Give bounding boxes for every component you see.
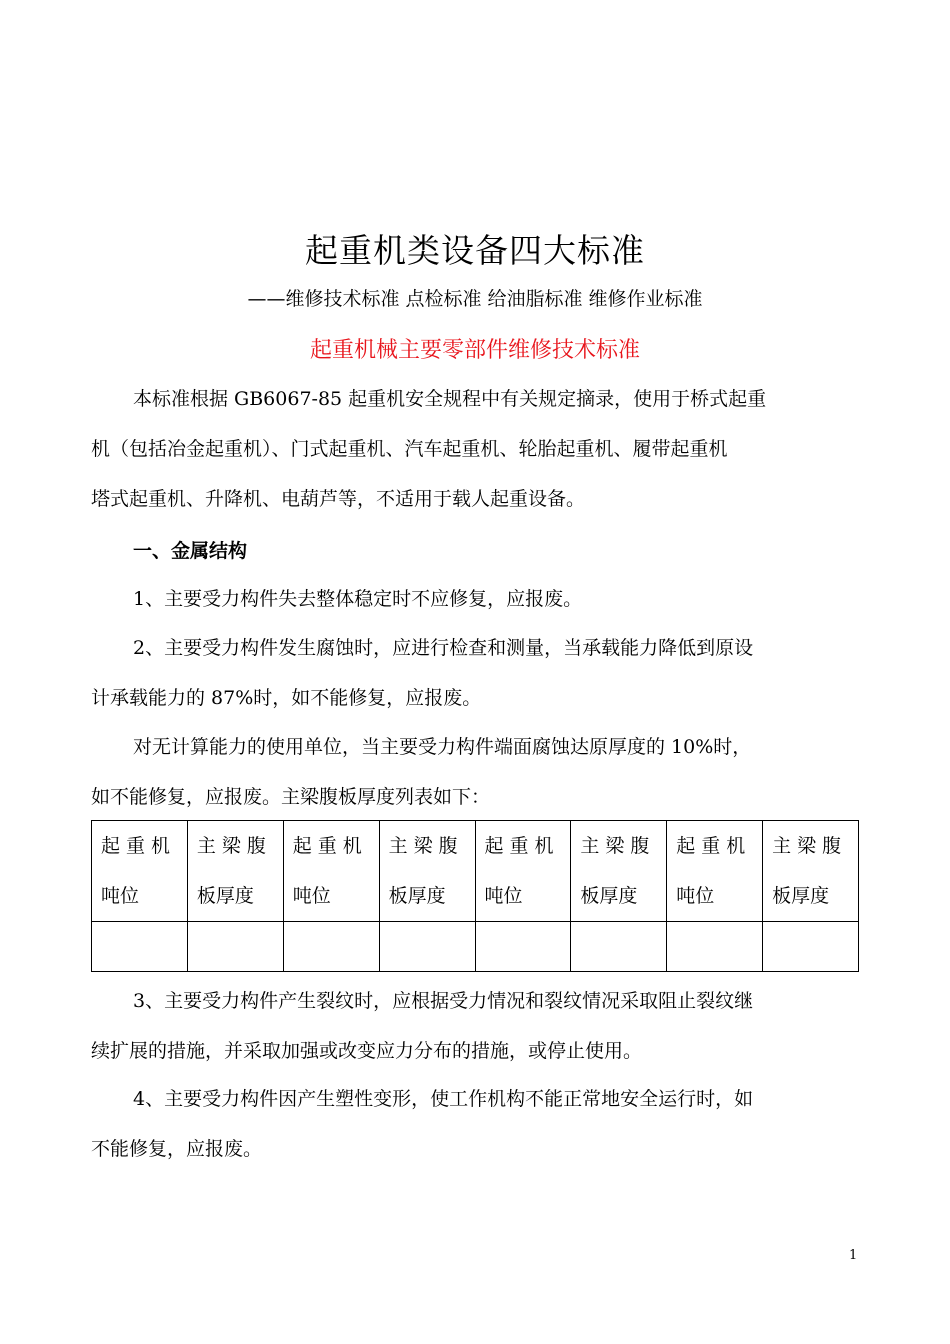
item-2-note-line: 如不能修复，应报废。主梁腹板厚度列表如下：	[91, 786, 491, 808]
table-header-cell: 主梁腹 板厚度	[571, 821, 667, 922]
item-3-line: 3、主要受力构件产生裂纹时，应根据受力情况和裂纹情况采取阻止裂纹继	[133, 990, 754, 1012]
document-title: 起重机类设备四大标准	[305, 231, 645, 270]
item-3-paragraph	[91, 976, 859, 1076]
intro-line: 机（包括冶金起重机）、门式起重机、汽车起重机、轮胎起重机、履带起重机	[91, 438, 728, 460]
table-cell	[763, 922, 859, 972]
intro-paragraph	[91, 374, 859, 524]
table-header-cell: 主梁腹 板厚度	[187, 821, 283, 922]
item-1-paragraph	[91, 574, 859, 624]
intro-line: 塔式起重机、升降机、电葫芦等，不适用于载人起重设备。	[91, 488, 586, 510]
page-number: 1	[849, 1248, 858, 1263]
table-cell	[667, 922, 763, 972]
table-header-cell: 主梁腹 板厚度	[379, 821, 475, 922]
intro-line: 本标准根据 GB6067-85 起重机安全规程中有关规定摘录，使用于桥式起重	[133, 388, 767, 410]
table-header-cell: 起重机 吨位	[92, 821, 188, 922]
item-4-line: 4、主要受力构件因产生塑性变形，使工作机构不能正常地安全运行时，如	[133, 1088, 754, 1110]
item-4-line: 不能修复，应报废。	[91, 1138, 263, 1160]
item-4-paragraph	[91, 1074, 859, 1174]
table-header-row	[92, 821, 859, 922]
item-2-line: 2、主要受力构件发生腐蚀时，应进行检查和测量，当承载能力降低到原设	[133, 637, 754, 659]
document-subtitle: ——维修技术标准 点检标准 给油脂标准 维修作业标准	[247, 288, 703, 310]
table-cell	[187, 922, 283, 972]
item-3-line: 续扩展的措施，并采取加强或改变应力分布的措施，或停止使用。	[91, 1040, 643, 1062]
item-2-note-paragraph	[91, 722, 859, 822]
section-heading-metal-structure: 一、金属结构	[133, 540, 248, 562]
item-2-note-line: 对无计算能力的使用单位，当主要受力构件端面腐蚀达原厚度的 10%时，	[133, 736, 752, 758]
item-2-line: 计承载能力的 87%时，如不能修复，应报废。	[91, 687, 482, 709]
table-cell	[283, 922, 379, 972]
web-thickness-table	[91, 820, 859, 972]
table-header-cell: 起重机 吨位	[667, 821, 763, 922]
table-cell	[92, 922, 188, 972]
item-1-line: 1、主要受力构件失去整体稳定时不应修复，应报废。	[133, 588, 583, 610]
table-header-cell: 起重机 吨位	[475, 821, 571, 922]
table-header-cell: 起重机 吨位	[283, 821, 379, 922]
section-red-heading: 起重机械主要零部件维修技术标准	[309, 338, 640, 363]
item-2-paragraph	[91, 623, 859, 723]
table-cell	[571, 922, 667, 972]
table-cell	[379, 922, 475, 972]
table-header-cell: 主梁腹 板厚度	[763, 821, 859, 922]
table-row	[92, 922, 859, 972]
table-cell	[475, 922, 571, 972]
